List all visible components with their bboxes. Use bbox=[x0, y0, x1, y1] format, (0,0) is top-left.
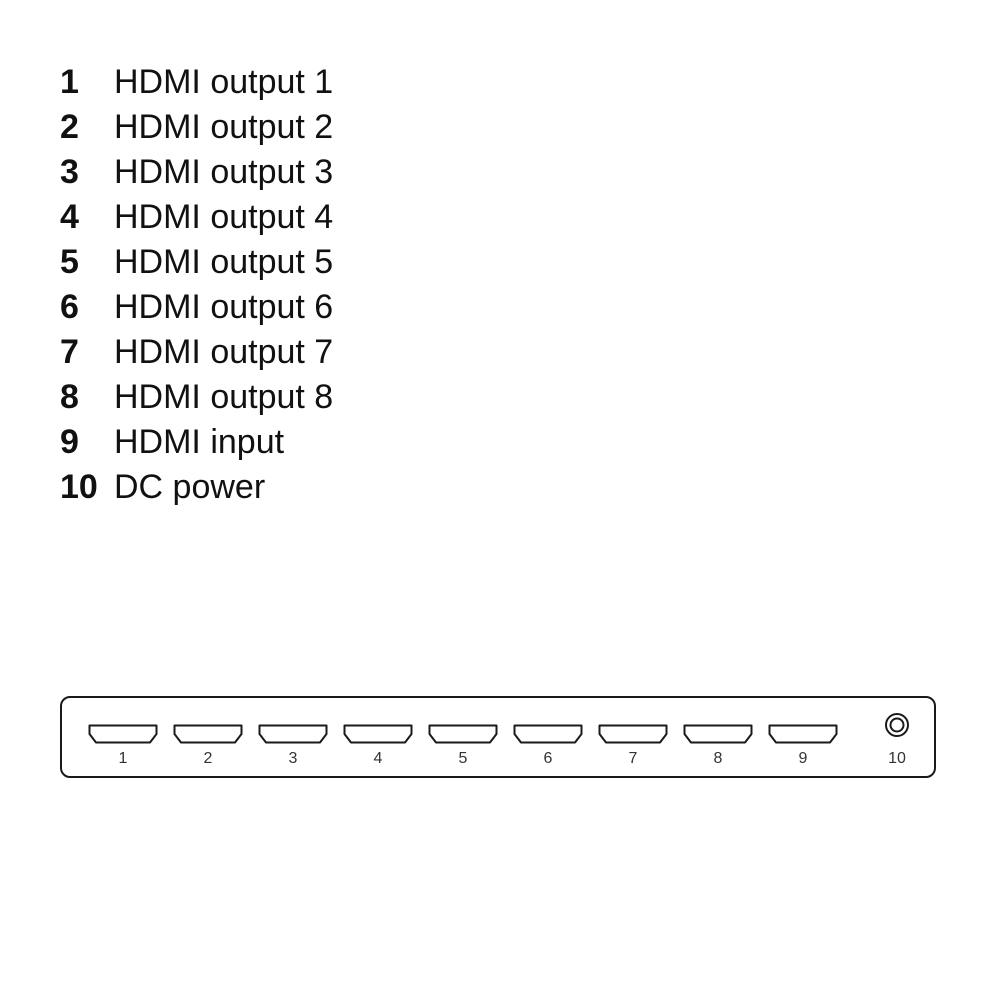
hdmi-port-icon bbox=[173, 724, 243, 744]
legend-item bbox=[60, 375, 480, 420]
legend-number: 9 bbox=[60, 423, 79, 461]
port-label: 9 bbox=[798, 750, 808, 767]
legend-item bbox=[60, 60, 480, 105]
legend-label: HDMI output 3 bbox=[114, 153, 334, 191]
legend-number: 6 bbox=[60, 288, 79, 326]
legend-number: 10 bbox=[60, 468, 98, 506]
port-label: 2 bbox=[203, 750, 213, 767]
port-label: 8 bbox=[713, 750, 723, 767]
port-label: 1 bbox=[118, 750, 128, 767]
legend-list bbox=[60, 60, 480, 510]
legend-item bbox=[60, 420, 480, 465]
legend-item bbox=[60, 150, 480, 195]
hdmi-port-icon bbox=[683, 724, 753, 744]
port-label: 3 bbox=[288, 750, 298, 767]
legend-number: 3 bbox=[60, 153, 79, 191]
legend-number: 4 bbox=[60, 198, 79, 236]
legend-number: 1 bbox=[60, 63, 79, 101]
legend-item bbox=[60, 465, 480, 510]
legend-label: HDMI output 4 bbox=[114, 198, 334, 236]
legend-item bbox=[60, 330, 480, 375]
legend-item bbox=[60, 105, 480, 150]
legend-number: 8 bbox=[60, 378, 79, 416]
hdmi-port-icon bbox=[598, 724, 668, 744]
legend-item bbox=[60, 285, 480, 330]
port-label: 7 bbox=[628, 750, 638, 767]
hdmi-port-icon bbox=[88, 724, 158, 744]
legend-label: HDMI output 2 bbox=[114, 108, 334, 146]
legend-label: HDMI output 8 bbox=[114, 378, 334, 416]
dc-jack-icon bbox=[884, 712, 910, 738]
hdmi-splitter-device bbox=[60, 696, 936, 778]
hdmi-port-icon bbox=[513, 724, 583, 744]
hdmi-port-icon bbox=[343, 724, 413, 744]
legend-number: 5 bbox=[60, 243, 79, 281]
legend-label: HDMI output 6 bbox=[114, 288, 334, 326]
legend-item bbox=[60, 240, 480, 285]
legend-label: HDMI output 7 bbox=[114, 333, 334, 371]
port-label: 6 bbox=[543, 750, 553, 767]
legend-label: HDMI output 5 bbox=[114, 243, 334, 281]
legend-label: HDMI output 1 bbox=[114, 63, 334, 101]
legend-item bbox=[60, 195, 480, 240]
port-label: 5 bbox=[458, 750, 468, 767]
legend-label: DC power bbox=[114, 468, 266, 506]
port-label: 10 bbox=[888, 750, 906, 767]
legend-number: 2 bbox=[60, 108, 79, 146]
hdmi-port-icon bbox=[768, 724, 838, 744]
legend-number: 7 bbox=[60, 333, 79, 371]
legend-label: HDMI input bbox=[114, 423, 285, 461]
hdmi-port-icon bbox=[428, 724, 498, 744]
hdmi-port-icon bbox=[258, 724, 328, 744]
port-label: 4 bbox=[373, 750, 383, 767]
